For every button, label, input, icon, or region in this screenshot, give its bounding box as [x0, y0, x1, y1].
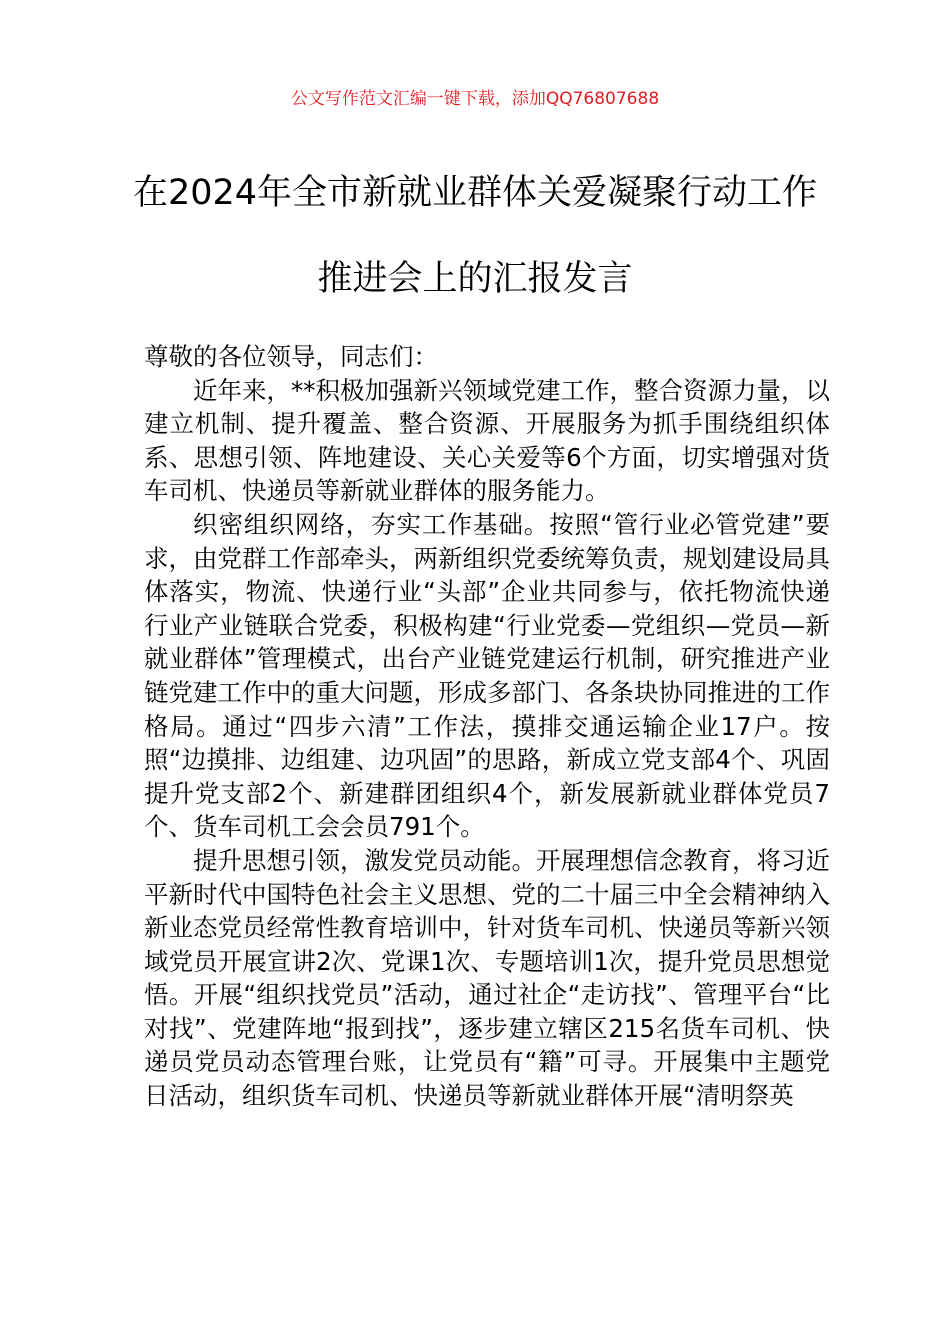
download-promo-note: 公文写作范文汇编一键下载，添加QQ76807688: [290, 89, 660, 109]
document-title: 在2024年全市新就业群体关爱凝聚行动工作推进会上的汇报发言: [132, 173, 818, 299]
paragraph-intro: 近年来，**积极加强新兴领域党建工作，整合资源力量，以建立机制、提升覆盖、整合资源、开展服务为抓手围绕组织体系、思想引领、阵地建设、关心关爱等6个方面，切实增强对货车司机、快递员等新就业群体的服务能力。: [144, 375, 830, 506]
document-body: [144, 340, 830, 1113]
salutation: 尊敬的各位领导，同志们：: [144, 342, 438, 371]
paragraph-ideological-guidance: 提升思想引领，激发党员动能。开展理想信念教育，将习近平新时代中国特色社会主义思想、党的二十届三中全会精神纳入新业态党员经常性教育培训中，针对货车司机、快递员等新兴领域党员开展宣讲2次、党课1次、专题培训1次，提升党员思想觉悟。开展“组织找党员”活动，通过社企“走访找”、管理平台“比对找”、党建阵地“报到找”，逐步建立辖区215名货车司机、快递员党员动态管理台账，让党员有“籍”可寻。开展集中主题党日活动，组织货车司机、快递员等新就业群体开展“清明祭英: [144, 845, 830, 1111]
paragraph-organization-network: 织密组织网络，夯实工作基础。按照“管行业必管党建”要求，由党群工作部牵头，两新组织党委统筹负责，规划建设局具体落实，物流、快递行业“头部”企业共同参与，依托物流快递行业产业链联合党委，积极构建“行业党委—党组织—党员—新就业群体”管理模式，出台产业链党建运行机制，研究推进产业链党建工作中的重大问题，形成多部门、各条块协同推进的工作格局。通过“四步六清”工作法，摸排交通运输企业17户。按照“边摸排、边组建、边巩固”的思路，新成立党支部4个、巩固提升党支部2个、新建群团组织4个，新发展新就业群体党员7个、货车司机工会会员791个。: [144, 509, 830, 842]
